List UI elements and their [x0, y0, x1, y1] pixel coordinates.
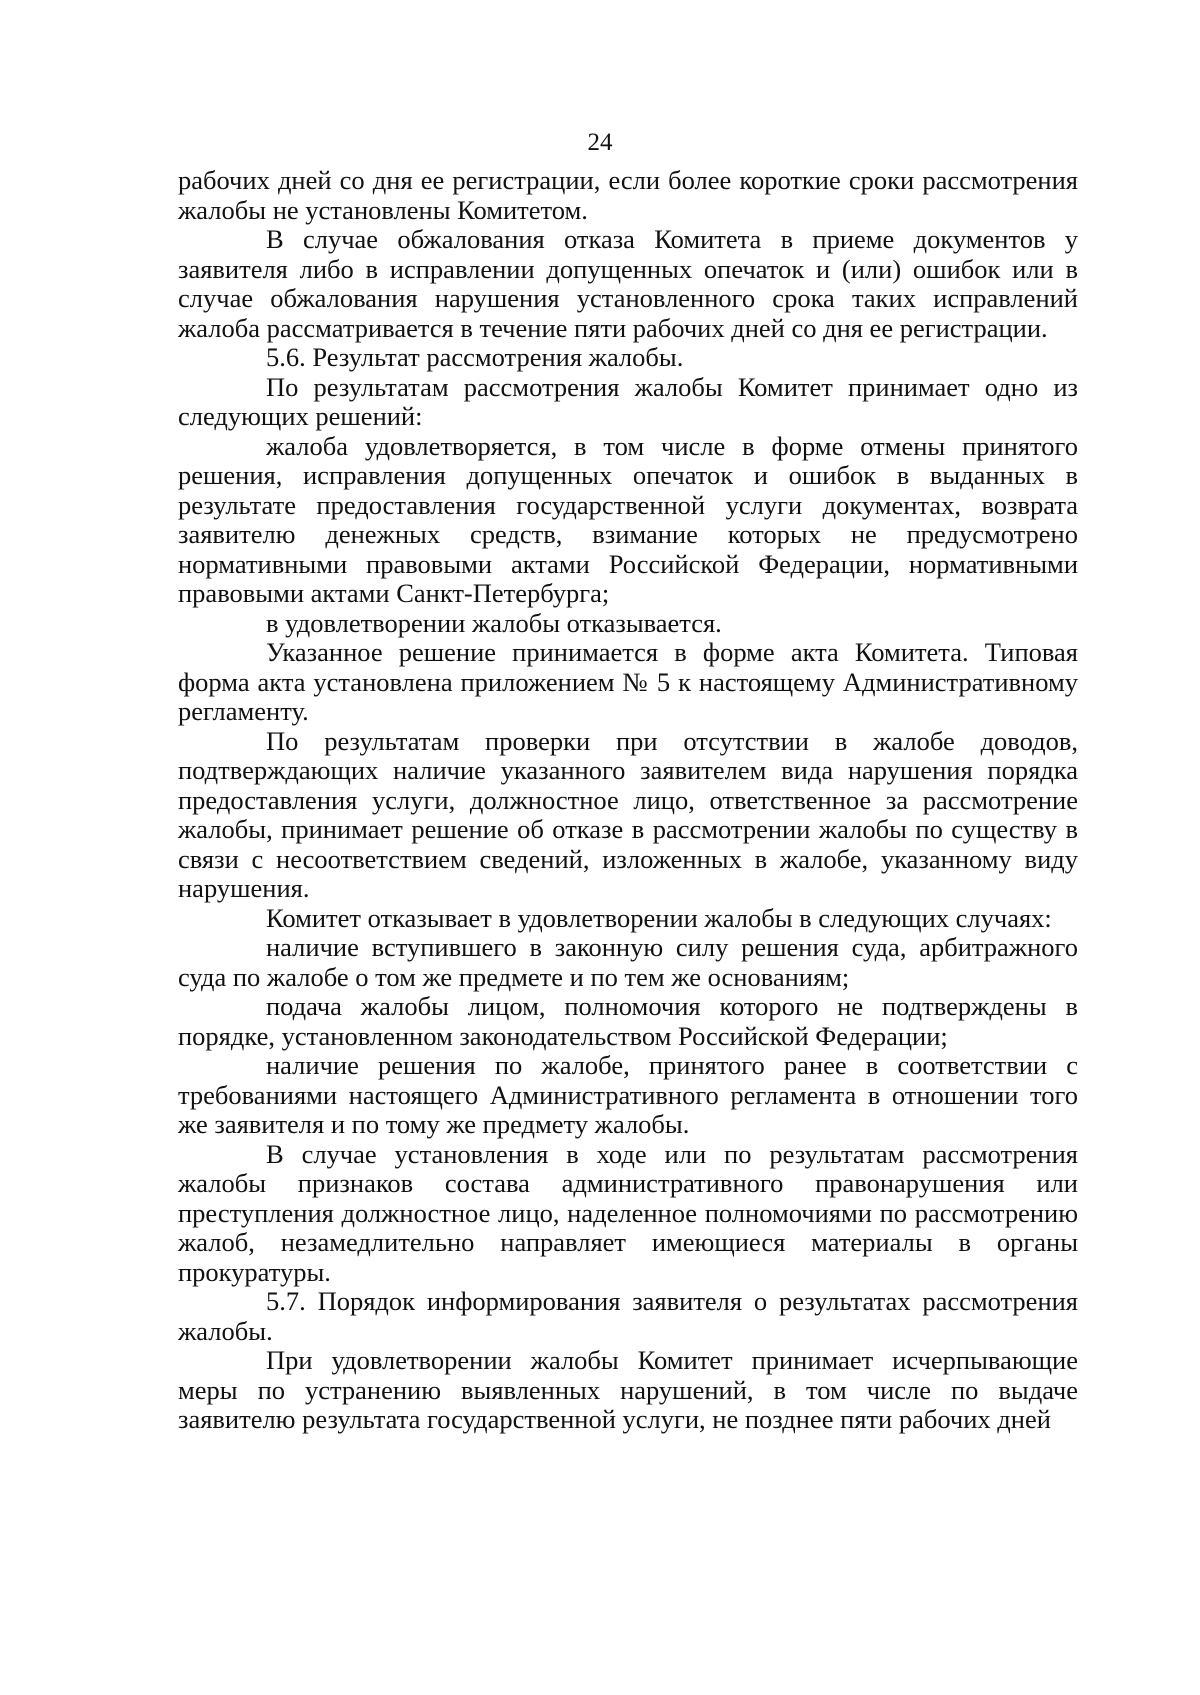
- paragraph: В случае установления в ходе или по результатам рассмотрения жалобы признаков состава административного правонарушения или преступления должностное лицо, наделенное полномочиями по рассмотрению жалоб, незамедлительно направляет имеющиеся материалы в органы прокуратуры.: [178, 1138, 1078, 1287]
- list-item: наличие вступившего в законную силу решения суда, арбитражного суда по жалобе о том же предмете и по тем же основаниям;: [178, 932, 1078, 992]
- page-number: 24: [587, 129, 613, 156]
- paragraph: рабочих дней со дня ее регистрации, если более короткие сроки рассмотрения жалобы не установлены Комитетом.: [178, 165, 1078, 225]
- list-item: жалоба удовлетворяется, в том числе в форме отмены принятого решения, исправления допущенных опечаток и ошибок в выданных в результате предоставления государственной услуги документах, возврата заявителю денежных средств, взимание которых не предусмотрено нормативными правовыми актами Российской Федерации, нормативными правовыми актами Санкт-Петербурга;: [178, 430, 1078, 608]
- list-item: подача жалобы лицом, полномочия которого не подтверждены в порядке, установленном законодательством Российской Федерации;: [178, 991, 1078, 1051]
- paragraph: Комитет отказывает в удовлетворении жалобы в следующих случаях:: [266, 902, 1052, 933]
- section-heading-5-7: 5.7. Порядок информирования заявителя о результатах рассмотрения жалобы.: [178, 1286, 1078, 1346]
- section-heading-5-6: 5.6. Результат рассмотрения жалобы.: [266, 342, 684, 372]
- document-body: [178, 166, 1078, 1435]
- paragraph: Указанное решение принимается в форме акта Комитета. Типовая форма акта установлена приложением № 5 к настоящему Административному регламенту.: [178, 637, 1078, 726]
- paragraph: По результатам рассмотрения жалобы Комитет принимает одно из следующих решений:: [178, 371, 1078, 431]
- paragraph: В случае обжалования отказа Комитета в приеме документов у заявителя либо в исправлении допущенных опечаток и (или) ошибок или в случае обжалования нарушения установленного срока таких исправлений жалоба рассматривается в течение пяти рабочих дней со дня ее регистрации.: [178, 224, 1078, 343]
- list-item: в удовлетворении жалобы отказывается.: [266, 607, 722, 638]
- paragraph: При удовлетворении жалобы Комитет принимает исчерпывающие меры по устранению выявленных нарушений, в том числе по выдаче заявителю результата государственной услуги, не позднее пяти рабочих дней: [178, 1345, 1078, 1434]
- paragraph: По результатам проверки при отсутствии в жалобе доводов, подтверждающих наличие указанного заявителем вида нарушения порядка предоставления услуги, должностное лицо, ответственное за рассмотрение жалобы, принимает решение об отказе в рассмотрении жалобы по существу в связи с несоответствием сведений, изложенных в жалобе, указанному виду нарушения.: [178, 725, 1078, 903]
- list-item: наличие решения по жалобе, принятого ранее в соответствии с требованиями настоящего Административного регламента в отношении того же заявителя и по тому же предмету жалобы.: [178, 1050, 1078, 1139]
